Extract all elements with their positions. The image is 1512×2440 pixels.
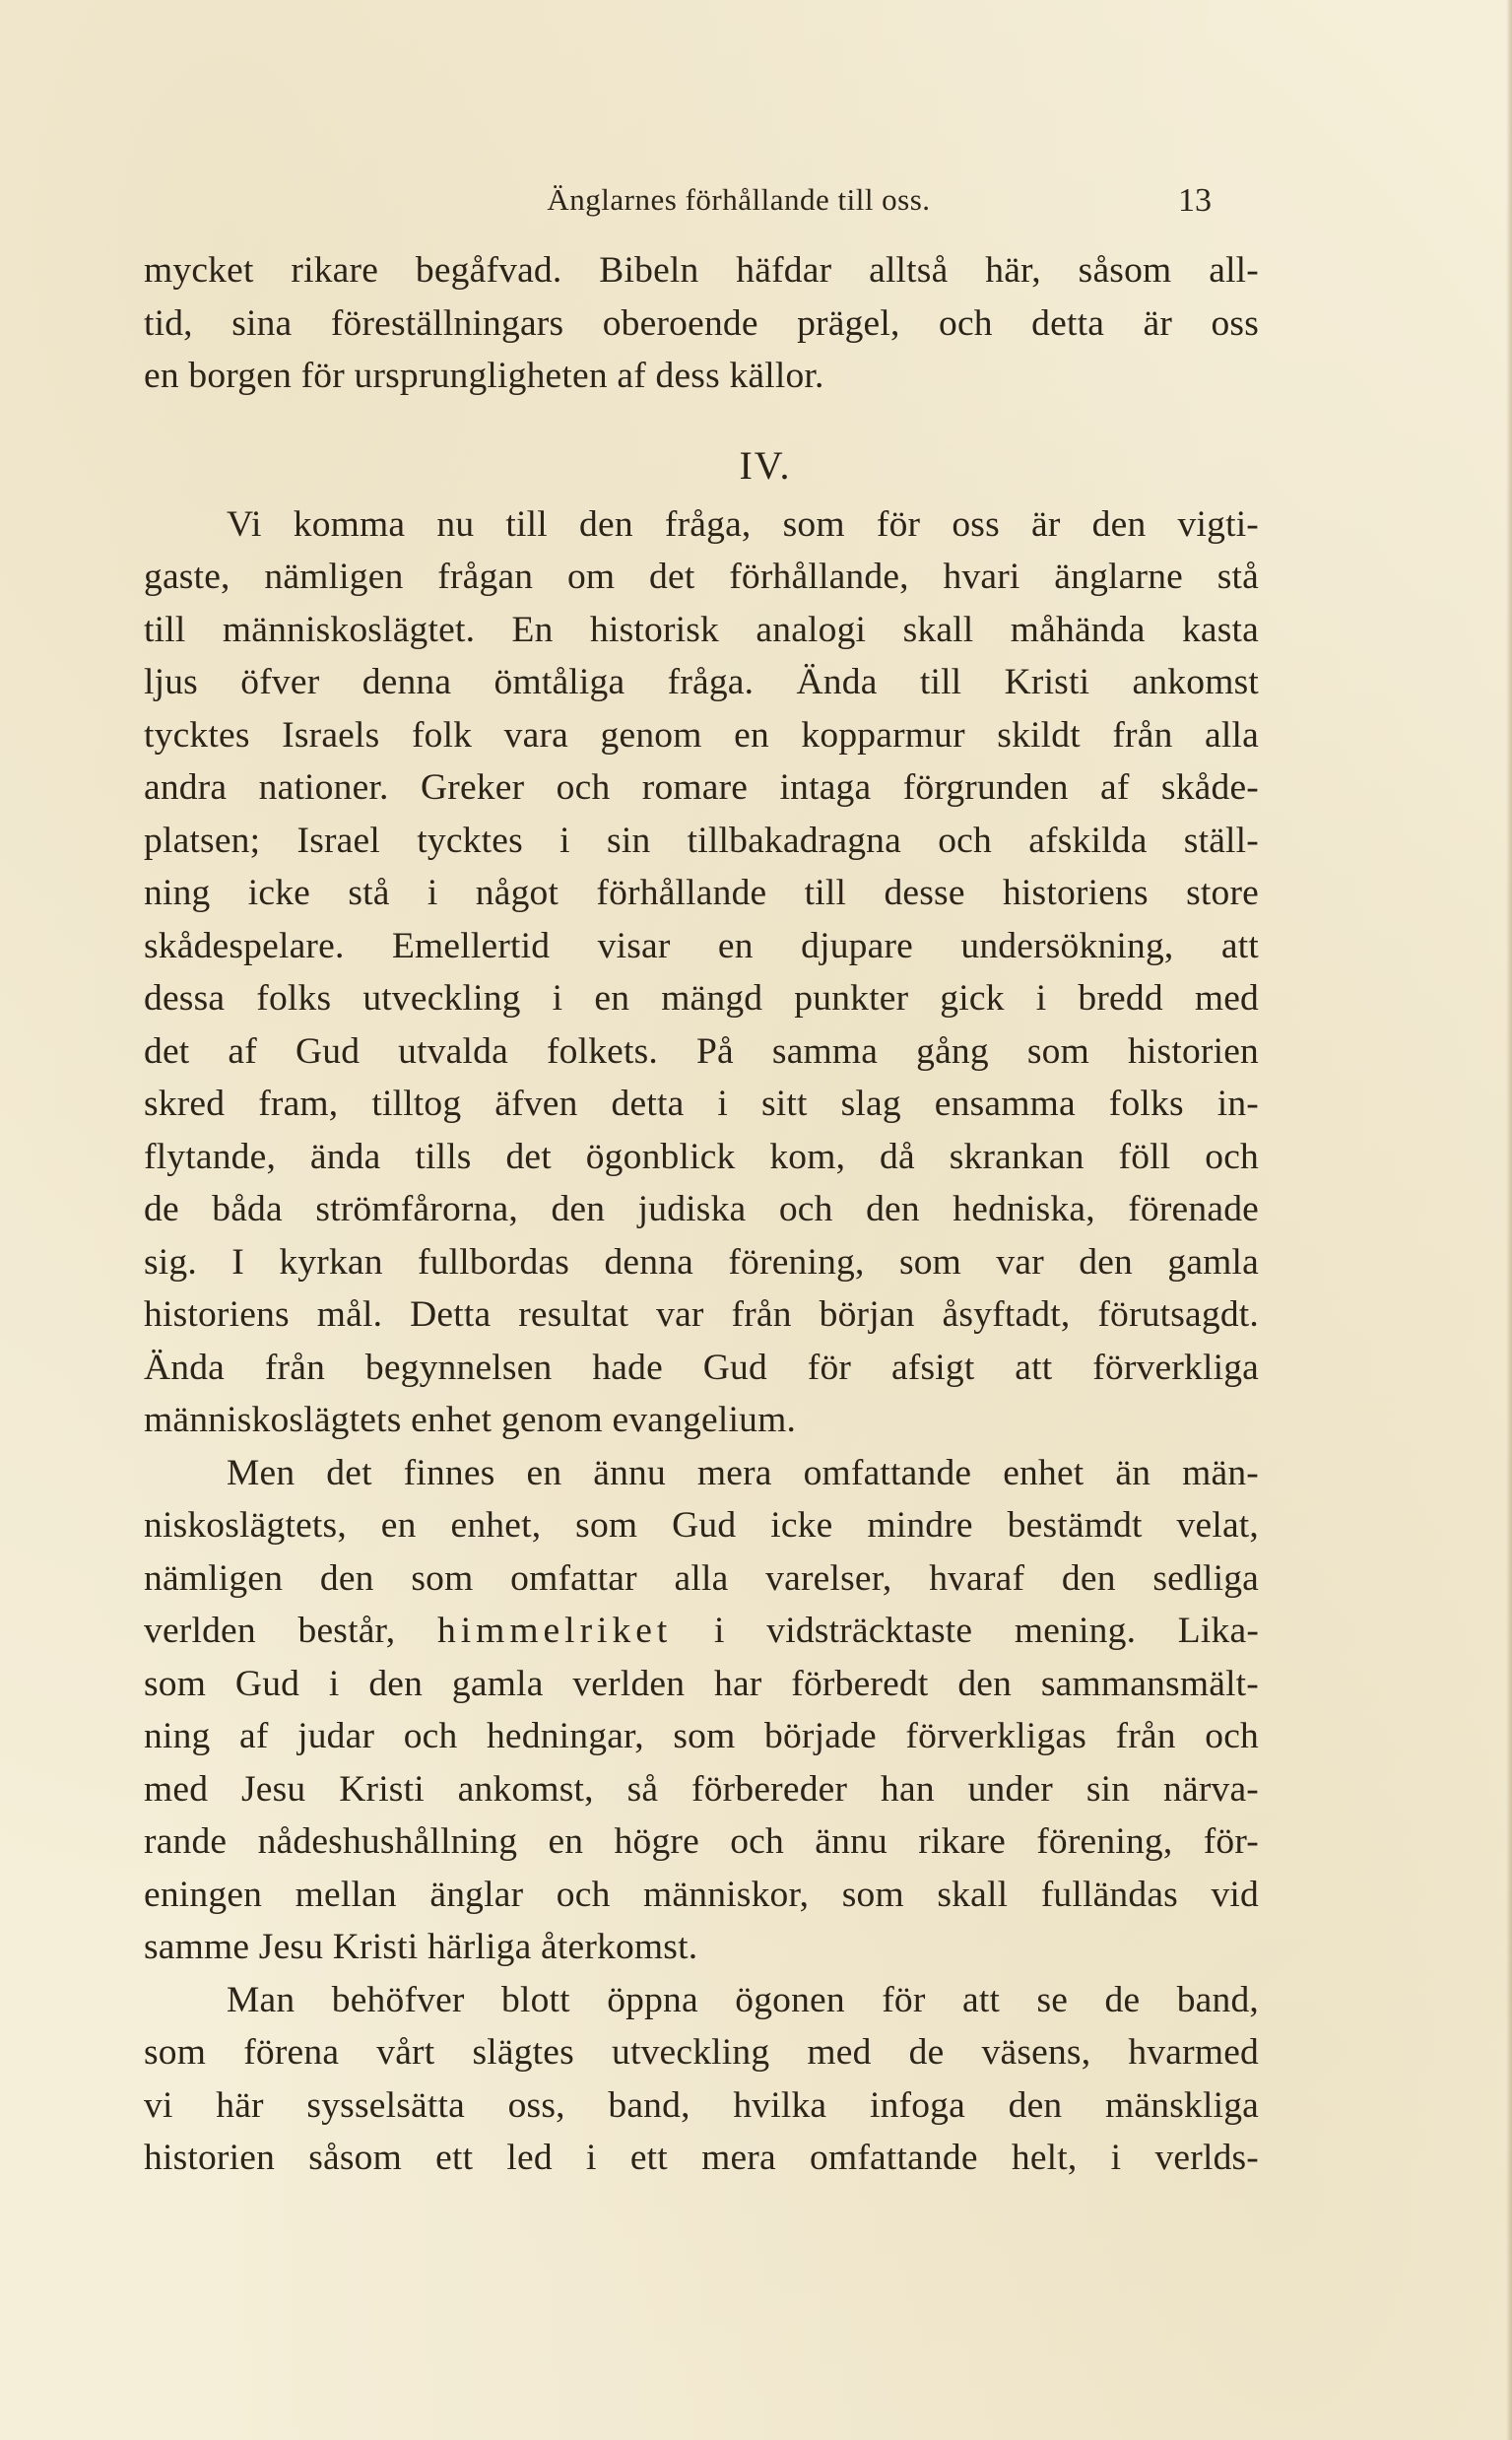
text-line: som förena vårt slägtes utveckling med de väsens, hvarmed bbox=[144, 2032, 1259, 2073]
text-line: eningen mellan änglar och människor, som skall fulländas vid bbox=[144, 1874, 1259, 1915]
text-line: flytande, ända tills det ögonblick kom, då skrankan föll och bbox=[144, 1136, 1259, 1177]
text-line: det af Gud utvalda folkets. På samma gång som historien bbox=[144, 1030, 1259, 1072]
text-line: sig. I kyrkan fullbordas denna förening, som var den gamla bbox=[144, 1241, 1259, 1283]
section-gap bbox=[144, 403, 1259, 427]
page-edge-shadow bbox=[1506, 0, 1512, 2440]
text-line: samme Jesu Kristi härliga återkomst. bbox=[144, 1927, 698, 1967]
text-line: människoslägtets enhet genom evangelium. bbox=[144, 1400, 797, 1440]
text-line: som Gud i den gamla verlden har förberedt den sammansmält- bbox=[144, 1663, 1259, 1704]
running-title: Änglarnes förhållande till oss. bbox=[547, 182, 931, 217]
text-line: de båda strömfårorna, den judiska och den hedniska, förenade bbox=[144, 1189, 1259, 1229]
section-heading: IV. bbox=[739, 442, 792, 488]
text-fragment: verlden består, bbox=[144, 1611, 396, 1651]
text-line: Men det finnes en ännu mera omfattande enhet än män- bbox=[227, 1452, 1259, 1493]
body-text bbox=[144, 244, 1259, 2185]
text-line: historiens mål. Detta resultat var från början åsyftadt, förutsagdt. bbox=[144, 1294, 1259, 1335]
text-line: dessa folks utveckling i en mängd punkter gick i bredd med bbox=[144, 978, 1259, 1019]
text-line: Man behöfver blott öppna ögonen för att se de band, bbox=[227, 1979, 1259, 2020]
text-line: tycktes Israels folk vara genom en kopparmur skildt från alla bbox=[144, 714, 1259, 756]
text-line: niskoslägtets, en enhet, som Gud icke mindre bestämdt velat, bbox=[144, 1505, 1259, 1546]
text-line: en borgen för ursprungligheten af dess källor. bbox=[144, 356, 824, 396]
text-fragment: i vidsträcktaste mening. Lika- bbox=[713, 1611, 1260, 1651]
text-line: till människoslägtet. En historisk analogi skall måhända kasta bbox=[144, 609, 1259, 650]
text-line-with-emphasis bbox=[144, 1605, 1259, 1658]
text-line: historien såsom ett led i ett mera omfattande helt, i verlds- bbox=[144, 2138, 1259, 2178]
page-number: 13 bbox=[1178, 182, 1212, 219]
text-line: ning icke stå i något förhållande till desse historiens store bbox=[144, 873, 1259, 913]
text-line: vi här sysselsätta oss, band, hvilka infoga den mänskliga bbox=[144, 2084, 1259, 2126]
text-line: ning af judar och hedningar, som började förverkligas från och bbox=[144, 1716, 1259, 1756]
text-line: skådespelare. Emellertid visar en djupare undersökning, att bbox=[144, 925, 1259, 966]
text-line: platsen; Israel tycktes i sin tillbakadragna och afskilda ställ- bbox=[144, 820, 1259, 861]
emphasized-word: himmelriket bbox=[437, 1611, 673, 1651]
text-line: ljus öfver denna ömtåliga fråga. Ända till Kristi ankomst bbox=[144, 662, 1259, 702]
text-line: Vi komma nu till den fråga, som för oss är den vigti- bbox=[227, 503, 1259, 545]
text-line: Ända från begynnelsen hade Gud för afsigt att förverkliga bbox=[144, 1347, 1259, 1388]
text-line: rande nådeshushållning en högre och ännu rikare förening, för- bbox=[144, 1821, 1259, 1862]
text-line: nämligen den som omfattar alla varelser, hvaraf den sedliga bbox=[144, 1557, 1259, 1599]
running-head bbox=[148, 182, 1212, 231]
text-line: andra nationer. Greker och romare intaga förgrunden af skåde- bbox=[144, 767, 1259, 808]
text-line: mycket rikare begåfvad. Bibeln häfdar alltså här, såsom all- bbox=[144, 250, 1259, 291]
text-line: skred fram, tilltog äfven detta i sitt slag ensamma folks in- bbox=[144, 1084, 1259, 1124]
text-line: tid, sina föreställningars oberoende prägel, och detta är oss bbox=[144, 302, 1259, 344]
text-line: med Jesu Kristi ankomst, så förbereder han under sin närva- bbox=[144, 1768, 1259, 1810]
text-line: gaste, nämligen frågan om det förhållande, hvari änglarne stå bbox=[144, 557, 1259, 597]
